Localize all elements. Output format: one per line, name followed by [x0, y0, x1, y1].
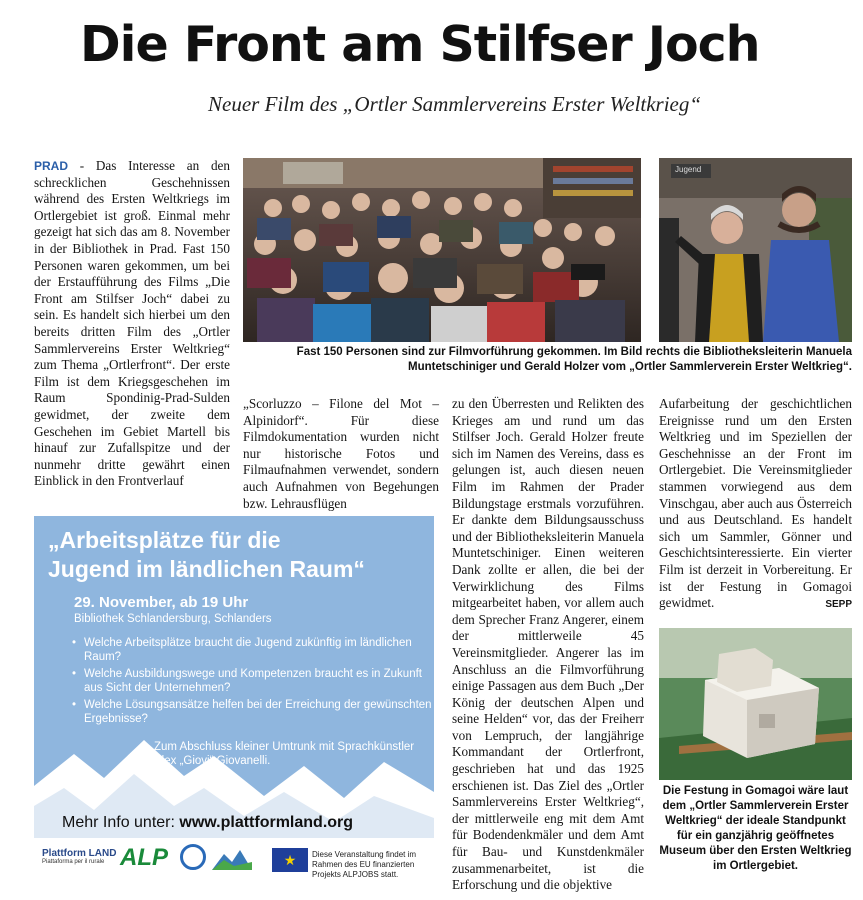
ad-closing-note	[154, 740, 434, 768]
jugend-sign: Jugend	[675, 165, 702, 174]
eu-flag-icon: ★	[272, 848, 308, 872]
ad-more-label: Mehr Info unter:	[62, 814, 175, 831]
audience-photo	[243, 158, 641, 342]
mountain-logo-icon	[212, 848, 252, 870]
ad-question: • Welche Arbeitsplätze braucht die Jugend zukünftig im ländlichen Raum?	[72, 636, 432, 664]
ad-question: • Welche Lösungsansätze helfen bei der Erreichung der gewünschten Ergebnisse?	[72, 698, 432, 726]
ad-title	[48, 526, 428, 584]
plattform-land-subtitle: Piattaforma per il rurale	[42, 859, 105, 865]
speakers-photo	[659, 158, 852, 342]
ad-date: 29. November, ab 19 Uhr	[74, 594, 249, 611]
ad-closing-line-2: Alex „Giovi“ Giovanelli.	[154, 755, 271, 767]
ad-title-line-1: „Arbeitsplätze für die	[48, 527, 281, 553]
article-text-4: Aufarbeitung der geschichtlichen Ereignisse rund um den Ersten Weltkrieg und im Speziellen der Geschehnisse an der Front im Ortlergebiet. Die Vereinsmitglieder stammen vorwiegend aus dem Vinschgau, aber auch aus Österreich und aus Deutschland. Es handelt sich um Sammler, Gönner und Geschichtsinteressierte. Ein vierter Film ist derzeit in Vorbereitung. Er ist der Festung in Gomagoi gewidmet.	[659, 396, 852, 611]
article-column-1	[34, 158, 230, 490]
event-ad	[34, 516, 434, 838]
alp-logo: ALP	[120, 844, 168, 871]
eu-funding-notice: Diese Veranstaltung findet im Rahmen des EU finanzierten Projekts ALPJOBS statt.	[312, 850, 417, 879]
fortress-caption: Die Festung in Gomagoi wäre laut dem „Ortler Sammlerverein Erster Weltkrieg“ der ideale Standpunkt für ein ganzjährig geöffnetes Museum über den Ersten Weltkrieg im Ortlergebiet.	[659, 785, 852, 872]
ad-closing-line-1: Zum Abschluss kleiner Umtrunk mit Sprachkünstler	[154, 741, 415, 753]
ring-logo-icon	[180, 844, 206, 870]
ad-question-list	[72, 636, 432, 729]
author-tag: SEPP	[825, 599, 852, 611]
article-column-4	[659, 396, 852, 614]
ad-title-line-2: Jugend im ländlichen Raum“	[48, 556, 365, 582]
ad-question: • Welche Ausbildungswege und Kompetenzen braucht es in Zukunft aus Sicht der Unternehmen?	[72, 667, 432, 695]
plattform-land-logo	[42, 848, 116, 865]
ad-website-link[interactable]: www.plattformland.org	[179, 814, 354, 831]
audience-caption: Fast 150 Personen sind zur Filmvorführung gekommen. Im Bild rechts die Bibliotheksleiterin Manuela Muntetschiniger und Gerald Holzer vom „Ortler Sammlerverein Erster Weltkrieg“.	[296, 346, 852, 373]
subheadline: Neuer Film des „Ortler Sammlervereins Erster Weltkrieg“	[208, 92, 702, 116]
article-column-2	[243, 396, 439, 512]
ad-venue: Bibliothek Schlandersburg, Schlanders	[74, 613, 272, 625]
fortress-photo	[659, 628, 852, 780]
article-text-2: „Scorluzzo – Filone del Mot – Alpinidorf“. Für diese Filmdokumentation wurden nicht nur historische Fotos und Filmaufnahmen verwendet, sondern auch Aufnahmen von Begehungen bzw. Lehrausflügen	[243, 396, 439, 511]
dateline: PRAD	[34, 159, 69, 173]
article-text-3: zu den Überresten und Relikten des Krieges am und rund um das Stilfser Joch. Gerald Holzer freute sich im Namen des Vereins, dass es gelungen ist, auch diesen neuen Film im Rahmen der Prader Bildungstage erstmals vorzuführen. Er dankte dem Bildungsausschuss und der Bibliotheksleiterin Manuela Muntetschiniger. Einen weiteren Dank zollte er allen, die bei der Verwirklichung des Films mitgearbeitet haben, vor allem auch dem Sprecher Franz Angerer, einem der mittlerweile 45 Vereinsmitglieder. Angerer las im Anschluss an die Filmvorführung einige Passagen aus dem Buch „Der König der deutschen Alpen und seine Helden“ vor, das der Freiherr von Lempruch, der langjährige Kommandant der Ortlerfront, geschrieben hat und das 1925 erschienen ist. Das Ziel des „Ortler Sammlervereins Erster Weltkrieg“, der mittlerweile eng mit dem Amt für Bodendenkmäler und dem Amt für Bau- und Kunstdenkmäler zusammenarbeitet, ist die Erforschung und die objektive	[452, 396, 644, 893]
article-text-1: - Das Interesse an den schrecklichen Geschehnissen während des Ersten Weltkriegs im Ortlergebiet ist groß. Einmal mehr gezeigt hat sich das am 8. November in der Bibliothek in Prad. Fast 150 Personen waren gekommen, um bei der Erstaufführung des Films „Die Front am Stilfser Joch“ dabei zu sein. Es handelt sich hierbei um den bereits dritten Film des „Ortler Sammlervereins Erster Weltkrieg“ zum Thema „Ortlerfront“. Der erste Film ist dem Kriegsgeschehen im Raum Spondinig-Prad-Sulden gewidmet, der zweite dem Geschehen im Gebiet Martell bis hinauf zur Zufallspitze und der nunmehr dritte gewährt einen Einblick in den Frontverlauf	[34, 158, 230, 489]
ad-logo-strip	[34, 838, 434, 882]
ad-more-info	[62, 814, 353, 832]
article-column-3	[452, 396, 644, 894]
plattform-land-name: Plattform LAND	[42, 848, 117, 859]
headline: Die Front am Stilfser Joch	[80, 16, 760, 73]
